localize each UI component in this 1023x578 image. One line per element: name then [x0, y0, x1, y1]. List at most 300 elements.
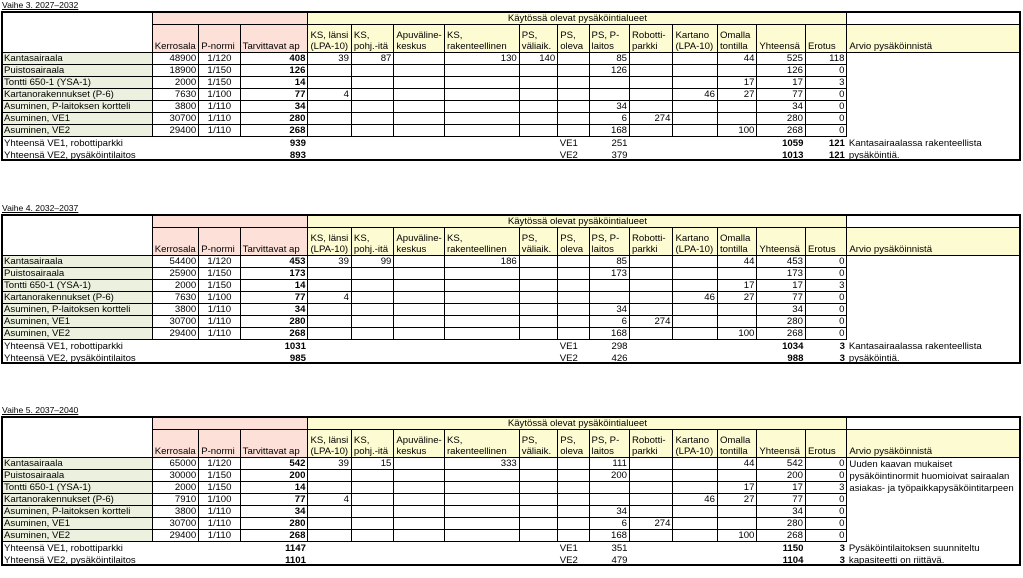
assessment-note	[847, 530, 1021, 542]
table-cell	[308, 316, 351, 328]
table-cell: 27	[717, 494, 756, 506]
table-cell: 3	[805, 77, 846, 89]
assessment-note	[847, 77, 1021, 89]
table-cell	[558, 53, 589, 65]
table-cell: 1/110	[199, 518, 240, 530]
total-label: Yhteensä VE1, robottiparkki	[2, 340, 241, 352]
table-cell	[630, 494, 673, 506]
table-cell	[308, 530, 351, 542]
total-sum: 1013	[782, 149, 804, 161]
table-cell	[394, 256, 445, 268]
table-cell	[394, 458, 445, 470]
table-cell: 168	[589, 125, 629, 137]
table-cell: 14	[240, 482, 308, 494]
table-cell	[444, 125, 519, 137]
table-cell	[444, 518, 519, 530]
table-cell	[394, 113, 445, 125]
table-cell	[308, 101, 351, 113]
table-cell: 1/110	[199, 304, 240, 316]
table-row	[2, 65, 1022, 77]
assessment-note: pysäköintiä.	[848, 352, 900, 364]
table-cell: 1/110	[199, 113, 240, 125]
row-label: Kantasairaala	[2, 53, 153, 65]
table-cell: 1/100	[199, 89, 240, 101]
row-label: Asuminen, VE2	[2, 328, 153, 340]
table-cell: 1/110	[199, 506, 240, 518]
assessment-note	[847, 256, 1021, 268]
table-cell: 15	[351, 458, 393, 470]
table-cell: 2000	[152, 482, 199, 494]
empty-cell	[351, 542, 393, 554]
table-cell: 3800	[152, 101, 199, 113]
table-cell: 3800	[152, 304, 199, 316]
table-cell: 34	[589, 304, 629, 316]
table-cell	[444, 89, 519, 101]
table-cell	[558, 125, 589, 137]
table-cell: 130	[444, 53, 519, 65]
table-cell	[351, 530, 393, 542]
empty-cell	[351, 352, 393, 364]
table-cell	[351, 470, 393, 482]
table-cell: 1/110	[199, 316, 240, 328]
table-cell	[717, 470, 756, 482]
table-cell: 0	[805, 328, 846, 340]
table-cell	[717, 268, 756, 280]
table-cell: 30700	[152, 113, 199, 125]
column-header: Arvio pysäköinnistä	[847, 430, 1021, 458]
assessment-note: kapasiteetti on riittävä.	[848, 554, 945, 566]
table-cell: 87	[351, 53, 393, 65]
table-cell	[519, 256, 557, 268]
empty-cell	[394, 542, 445, 554]
empty-cell	[444, 554, 519, 566]
parking-table	[1, 416, 1021, 566]
total-variant: VE1	[559, 137, 578, 149]
table-cell	[351, 316, 393, 328]
table-cell: 453	[757, 256, 806, 268]
table-cell	[673, 470, 717, 482]
table-cell	[394, 268, 445, 280]
table-cell: 274	[630, 316, 673, 328]
row-label: Kartanorakennukset (P-6)	[2, 89, 153, 101]
column-header-row	[2, 228, 1022, 256]
table-cell	[717, 65, 756, 77]
section-title: Vaihe 3. 2027–2032	[2, 0, 79, 10]
column-header: KS, rakenteellinen	[444, 25, 519, 53]
empty-cell	[673, 542, 717, 554]
total-plaitos: 426	[611, 352, 628, 364]
table-cell: 0	[805, 506, 846, 518]
table-cell: 1/150	[199, 482, 240, 494]
table-cell: 85	[589, 53, 629, 65]
label-header	[2, 25, 153, 53]
table-cell: 14	[240, 77, 308, 89]
column-header: KS, länsi (LPA-10)	[308, 25, 351, 53]
empty-cell	[630, 149, 673, 161]
empty-cell	[308, 149, 351, 161]
table-cell	[673, 328, 717, 340]
assessment-note: asiakas- ja työpaikkapysäköintitarpeen	[849, 482, 1014, 494]
table-cell: 186	[444, 256, 519, 268]
table-cell	[558, 256, 589, 268]
table-cell: 34	[757, 506, 806, 518]
table-cell	[394, 65, 445, 77]
table-cell	[444, 280, 519, 292]
table-cell	[394, 530, 445, 542]
table-cell: 44	[717, 53, 756, 65]
table-cell	[558, 316, 589, 328]
table-cell: 280	[757, 518, 806, 530]
corner-cell	[2, 215, 153, 228]
table-cell	[444, 77, 519, 89]
column-header: Kerrosala	[152, 228, 199, 256]
table-cell	[630, 506, 673, 518]
table-cell	[394, 506, 445, 518]
table-cell	[444, 470, 519, 482]
table-cell: 1/100	[199, 292, 240, 304]
column-header: Arvio pysäköinnistä	[847, 25, 1021, 53]
column-header: Omalla tontilla	[717, 25, 756, 53]
table-cell: 77	[757, 89, 806, 101]
table-cell: 268	[757, 328, 806, 340]
table-cell: 30700	[152, 518, 199, 530]
table-cell	[394, 518, 445, 530]
parking-table	[1, 214, 1021, 364]
table-cell	[717, 304, 756, 316]
table-cell	[394, 280, 445, 292]
table-cell	[308, 268, 351, 280]
total-difference: 3	[839, 542, 845, 554]
table-cell: 17	[717, 280, 756, 292]
table-cell: 46	[673, 494, 717, 506]
empty-cell	[444, 149, 519, 161]
table-cell	[630, 53, 673, 65]
table-cell: 0	[805, 304, 846, 316]
table-cell: 1/150	[199, 268, 240, 280]
group-header-row	[2, 215, 1022, 228]
column-header: Robotti-parkki	[630, 25, 673, 53]
table-cell: 39	[308, 458, 351, 470]
table-cell	[589, 89, 629, 101]
table-cell: 173	[240, 268, 308, 280]
empty-cell	[444, 137, 519, 149]
table-cell	[589, 280, 629, 292]
total-ap: 939	[289, 137, 306, 149]
row-label: Kantasairaala	[2, 256, 153, 268]
row-label: Asuminen, P-laitoksen kortteli	[2, 304, 153, 316]
label-header	[2, 430, 153, 458]
column-header: Yhteensä	[757, 228, 806, 256]
empty-cell	[394, 137, 445, 149]
table-cell	[444, 482, 519, 494]
table-cell	[394, 328, 445, 340]
note-header-top	[847, 215, 1021, 228]
table-cell	[351, 292, 393, 304]
column-header: Omalla tontilla	[717, 228, 756, 256]
label-header	[2, 228, 153, 256]
empty-cell	[673, 352, 717, 364]
column-header: PS, oleva	[558, 430, 589, 458]
group-header: Käytössä olevat pysäköintialueet	[308, 417, 847, 430]
row-label: Asuminen, VE2	[2, 530, 153, 542]
total-row	[2, 554, 1022, 566]
table-cell: 1/110	[199, 328, 240, 340]
table-cell: 333	[444, 458, 519, 470]
table-cell	[558, 89, 589, 101]
table-row	[2, 89, 1022, 101]
empty-cell	[308, 542, 351, 554]
total-difference: 3	[839, 554, 845, 566]
table-cell	[673, 518, 717, 530]
group-header: Käytössä olevat pysäköintialueet	[308, 12, 847, 25]
table-cell: 46	[673, 89, 717, 101]
table-cell: 1/110	[199, 125, 240, 137]
table-cell: 0	[805, 518, 846, 530]
table-cell	[673, 506, 717, 518]
assessment-note	[847, 125, 1021, 137]
table-cell	[558, 65, 589, 77]
table-row	[2, 530, 1022, 542]
table-row	[2, 316, 1022, 328]
empty-cell	[519, 554, 557, 566]
table-cell	[351, 101, 393, 113]
table-cell: 1/150	[199, 280, 240, 292]
table-cell: 111	[589, 458, 629, 470]
table-cell: 44	[717, 256, 756, 268]
table-cell	[630, 292, 673, 304]
total-variant: VE2	[559, 352, 578, 364]
table-cell	[558, 113, 589, 125]
table-cell: 27	[717, 89, 756, 101]
table-cell: 100	[717, 530, 756, 542]
table-cell	[630, 458, 673, 470]
total-sum: 1059	[782, 137, 804, 149]
table-cell	[444, 113, 519, 125]
column-header: Kartano (LPA-10)	[673, 25, 717, 53]
table-cell	[308, 506, 351, 518]
table-cell	[558, 470, 589, 482]
note-header-top	[847, 417, 1021, 430]
table-cell: 7910	[152, 494, 199, 506]
empty-cell	[519, 149, 557, 161]
table-cell: 0	[805, 316, 846, 328]
empty-cell	[308, 137, 351, 149]
table-cell: 7630	[152, 292, 199, 304]
column-header: Erotus	[805, 228, 846, 256]
table-cell	[394, 482, 445, 494]
empty-cell	[394, 340, 445, 352]
empty-cell	[351, 149, 393, 161]
table-cell: 0	[805, 89, 846, 101]
table-cell	[630, 256, 673, 268]
table-cell: 34	[589, 101, 629, 113]
table-cell	[589, 482, 629, 494]
empty-cell	[717, 149, 756, 161]
total-label: Yhteensä VE2, pysäköintilaitos	[2, 352, 241, 364]
table-row	[2, 328, 1022, 340]
table-cell: 274	[630, 113, 673, 125]
row-label: Asuminen, VE1	[2, 113, 153, 125]
total-ap: 1147	[285, 542, 306, 554]
table-cell	[444, 101, 519, 113]
table-cell	[394, 77, 445, 89]
corner-cell	[2, 417, 153, 430]
table-cell: 77	[757, 494, 806, 506]
table-cell: 1/150	[199, 470, 240, 482]
row-label: Puistosairaala	[2, 268, 153, 280]
table-cell: 280	[240, 113, 308, 125]
table-cell	[558, 292, 589, 304]
table-cell: 542	[240, 458, 308, 470]
table-cell: 65000	[152, 458, 199, 470]
total-row	[2, 352, 1022, 364]
assessment-note: Kantasairaalassa rakenteellista	[848, 340, 982, 352]
table-cell: 39	[308, 256, 351, 268]
column-header: PS, väliaik.	[519, 228, 557, 256]
table-cell	[630, 304, 673, 316]
total-difference: 3	[839, 340, 845, 352]
table-cell	[351, 89, 393, 101]
table-cell: 77	[757, 292, 806, 304]
empty-cell	[519, 340, 557, 352]
assessment-note	[847, 316, 1021, 328]
total-plaitos: 251	[611, 137, 628, 149]
table-cell	[673, 280, 717, 292]
table-cell	[444, 494, 519, 506]
table-cell: 453	[240, 256, 308, 268]
assessment-note	[847, 101, 1021, 113]
assessment-note	[847, 53, 1021, 65]
column-header: Yhteensä	[757, 430, 806, 458]
table-cell	[630, 470, 673, 482]
table-cell: 0	[805, 125, 846, 137]
table-cell	[308, 280, 351, 292]
total-sum: 1150	[782, 542, 804, 554]
row-label: Asuminen, P-laitoksen kortteli	[2, 506, 153, 518]
need-header-top	[152, 12, 308, 25]
table-cell	[589, 494, 629, 506]
table-cell	[558, 328, 589, 340]
row-label: Asuminen, VE2	[2, 125, 153, 137]
table-cell	[673, 482, 717, 494]
total-label: Yhteensä VE2, pysäköintilaitos	[2, 554, 241, 566]
table-row	[2, 292, 1022, 304]
table-cell: 280	[240, 316, 308, 328]
table-cell: 18900	[152, 65, 199, 77]
table-cell	[394, 125, 445, 137]
empty-cell	[673, 554, 717, 566]
table-cell: 4	[308, 494, 351, 506]
table-cell: 3800	[152, 506, 199, 518]
column-header: P-normi	[199, 430, 240, 458]
total-row	[2, 137, 1022, 149]
column-header: PS, väliaik.	[519, 430, 557, 458]
table-cell	[630, 77, 673, 89]
table-cell: 408	[240, 53, 308, 65]
table-cell: 0	[805, 458, 846, 470]
table-cell: 1/150	[199, 65, 240, 77]
table-cell: 29400	[152, 530, 199, 542]
total-difference: 3	[839, 352, 845, 364]
table-cell	[394, 101, 445, 113]
table-cell: 1/150	[199, 77, 240, 89]
table-cell	[673, 256, 717, 268]
table-cell: 1/120	[199, 458, 240, 470]
table-cell	[308, 482, 351, 494]
table-cell: 0	[805, 101, 846, 113]
table-cell	[717, 101, 756, 113]
assessment-note	[847, 280, 1021, 292]
column-header: Robotti-parkki	[630, 430, 673, 458]
table-cell: 140	[519, 53, 557, 65]
table-row	[2, 304, 1022, 316]
column-header-row	[2, 430, 1022, 458]
column-header: KS, länsi (LPA-10)	[308, 430, 351, 458]
table-cell	[558, 280, 589, 292]
column-header: KS, rakenteellinen	[444, 228, 519, 256]
table-cell: 30000	[152, 470, 199, 482]
table-cell: 29400	[152, 125, 199, 137]
table-cell	[308, 304, 351, 316]
row-label: Tontti 650-1 (YSA-1)	[2, 77, 153, 89]
table-cell	[558, 506, 589, 518]
column-header: Kartano (LPA-10)	[673, 430, 717, 458]
total-label: Yhteensä VE1, robottiparkki	[2, 137, 241, 149]
row-label: Tontti 650-1 (YSA-1)	[2, 280, 153, 292]
row-label: Tontti 650-1 (YSA-1)	[2, 482, 153, 494]
table-cell: 280	[240, 518, 308, 530]
column-header: KS, rakenteellinen	[444, 430, 519, 458]
table-cell	[444, 65, 519, 77]
table-cell	[630, 125, 673, 137]
table-cell	[519, 113, 557, 125]
empty-cell	[673, 340, 717, 352]
empty-cell	[308, 340, 351, 352]
total-sum: 1034	[782, 340, 804, 352]
section-title: Vaihe 5. 2037–2040	[2, 405, 79, 415]
table-row	[2, 125, 1022, 137]
column-header: Yhteensä	[757, 25, 806, 53]
table-cell	[519, 268, 557, 280]
table-cell: 17	[757, 482, 806, 494]
table-cell	[558, 458, 589, 470]
row-label: Asuminen, P-laitoksen kortteli	[2, 101, 153, 113]
table-cell	[351, 482, 393, 494]
table-cell: 280	[757, 316, 806, 328]
table-cell	[519, 506, 557, 518]
total-variant: VE2	[559, 554, 578, 566]
table-cell	[394, 304, 445, 316]
table-cell	[394, 316, 445, 328]
table-cell	[519, 458, 557, 470]
table-cell: 44	[717, 458, 756, 470]
empty-cell	[630, 542, 673, 554]
table-cell: 25900	[152, 268, 199, 280]
table-cell: 280	[757, 113, 806, 125]
total-row	[2, 542, 1022, 554]
row-label: Puistosairaala	[2, 65, 153, 77]
table-cell	[630, 530, 673, 542]
total-plaitos: 351	[611, 542, 628, 554]
table-cell	[519, 470, 557, 482]
row-label: Kartanorakennukset (P-6)	[2, 494, 153, 506]
column-header: Kerrosala	[152, 430, 199, 458]
column-header: KS, pohj.-itä	[351, 25, 393, 53]
table-cell: 126	[589, 65, 629, 77]
table-cell: 542	[757, 458, 806, 470]
total-label: Yhteensä VE1, robottiparkki	[2, 542, 241, 554]
table-cell	[351, 494, 393, 506]
